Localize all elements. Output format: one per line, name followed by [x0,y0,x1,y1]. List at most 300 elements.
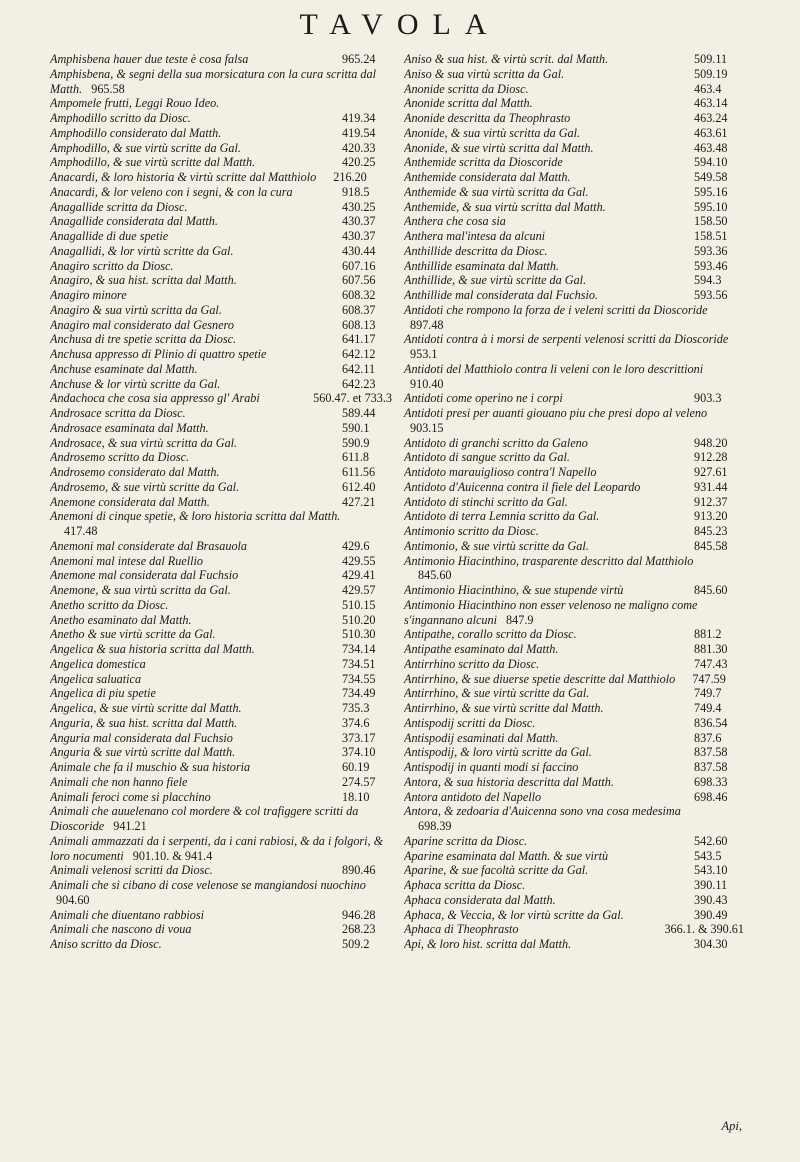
index-entry [404,686,744,701]
entry-text: Antirrhino, & sue virtù scritte dal Matth. [404,701,604,715]
entry-reference: 641.17 [342,332,376,347]
entry-text: Androsemo, & sue virtù scritte da Gal. [50,479,240,494]
index-entry [50,495,392,510]
index-entry [50,863,392,878]
entry-text: Anguria & sue virtù scritte dal Matth. [50,745,236,760]
index-entry [50,347,392,362]
entry-text: Androsace scritta da Diosc. [50,406,186,420]
entry-text: Antidoto di terra Lemnia scritto da Gal. [404,509,600,524]
entry-text: Animali velenosi scritti da Diosc. [50,863,213,878]
index-entry [404,790,744,805]
entry-text: Anthillide esaminata dal Matth. [404,258,560,273]
index-entry [404,642,744,657]
catchword: Api, [721,1119,742,1133]
index-entry [50,701,392,716]
entry-text: Antipathe, corallo scritto da Diosc. [404,627,577,642]
index-entry [50,391,392,406]
entry-reference: 390.43 [694,892,728,907]
index-entry [50,303,392,318]
index-entry [404,273,744,288]
entry-text: Antidoto di granchi scritto da Galeno [404,435,588,450]
entry-text: Aphaca scritta da Diosc. [404,878,526,892]
entry-reference: 430.37 [342,214,376,229]
entry-text: Aniso & sua virtù scritta da Gal. [404,66,565,81]
entry-reference: 608.37 [342,302,376,317]
index-entry [50,465,392,480]
index-entry [50,141,392,156]
entry-reference: 366.1. & 390.61 [664,922,744,937]
entry-reference: 420.25 [342,155,376,170]
entry-text: Aparine, & sue facoltà scritte da Gal. [404,863,589,878]
index-entry [404,745,744,760]
entry-text: Anchusa di tre spetie scritta da Diosc. [50,332,237,347]
entry-text: Androsace esaminata dal Matth. [50,420,209,435]
entry-reference: 749.7 [694,686,722,701]
entry-text: Anguria mal considerata dal Fuchsio [50,730,233,745]
entry-reference: 417.48 [64,524,98,538]
entry-text: Antispodij esaminati dal Matth. [404,730,559,745]
entry-reference: 595.16 [694,184,728,199]
entry-reference: 510.30 [342,627,376,642]
entry-reference: 18.10 [342,789,370,804]
entry-reference: 747.59 [692,671,726,686]
entry-reference: 845.60 [418,568,452,583]
entry-reference: 953.1 [410,347,438,361]
entry-text: Antispodij in quanti modi si faccino [404,760,579,774]
entry-text: Anthillide descritta da Diosc. [404,243,548,258]
index-entry [404,849,744,864]
index-entry [404,893,744,908]
index-entry [50,790,392,805]
index-entry [404,480,744,495]
entry-text: Aniso & sua hist. & virtù scrit. dal Matth. [404,52,609,66]
entry-text: Antidoti del Matthiolo contra li veleni con le loro descrittioni [404,361,704,376]
index-entry [50,200,392,215]
entry-reference: 429.55 [342,553,376,568]
entry-reference: 734.49 [342,686,376,701]
entry-reference: 903.3 [694,391,722,406]
index-entry [50,111,392,126]
entry-text: Amphisbena hauer due teste è cosa falsa [50,52,249,66]
entry-text: Anagiro scritto da Diosc. [50,258,174,273]
index-entry [404,303,744,333]
index-entry [404,775,744,790]
entry-text: Antidoto di sangue scritto da Gal. [404,450,570,465]
entry-text: Aphaca di Theophrasto [404,922,519,937]
entry-text: Amphodillo, & sue virtù scritte dal Matth. [50,155,256,170]
entry-text: Anchusa appresso di Plinio di quattro spetie [50,347,267,361]
entry-text: Aphaca, & Veccia, & lor virtù scritte da Gal. [404,907,624,922]
entry-reference: 897.48 [410,317,444,332]
entry-text: Anthemide considerata dal Matth. [404,170,571,184]
entry-text: Anonide scritta dal Matth. [404,96,533,111]
index-entry [50,598,392,613]
index-entry [404,141,744,156]
index-entry [404,804,744,834]
entry-reference: 390.11 [694,878,728,892]
entry-reference: 420.33 [342,140,376,155]
entry-reference: 543.10 [694,863,728,878]
entry-text: Angelica di piu spetie [50,686,156,701]
entry-reference: 607.56 [342,273,376,288]
index-entry [404,908,744,923]
entry-text: Anemoni mal intese dal Ruellio [50,553,203,568]
index-entry [404,716,744,731]
index-entry [50,318,392,333]
entry-reference: 390.49 [694,907,728,922]
entry-text: Anetho & sue virtù scritte da Gal. [50,627,216,642]
index-entry [50,214,392,229]
index-entry [404,509,744,524]
entry-reference: 910.40 [410,376,444,391]
index-entry [404,937,744,952]
index-entry [50,229,392,244]
entry-reference: 594.10 [694,155,728,170]
entry-reference: 847.9 [506,612,534,627]
entry-reference: 463.48 [694,140,728,155]
entry-text: Animali che nascono di voua [50,922,192,937]
entry-text: Anthemide & sua virtù scritta da Gal. [404,184,589,199]
entry-text: Antimonio, & sue virtù scritte da Gal. [404,538,589,553]
entry-text: Anagiro mal considerato dal Gesnero [50,317,234,332]
entry-text: Animali che si cibano di cose velenose se mangiandosi nuochino [50,878,366,892]
entry-reference: 735.3 [342,701,370,715]
index-entry [50,52,392,67]
index-entry [404,495,744,510]
entry-text: Anagiro minore [50,288,127,302]
entry-reference: 429.41 [342,568,376,583]
entry-reference: 419.54 [342,125,376,140]
index-entry [404,170,744,185]
index-entry [404,82,744,97]
entry-text: Antora, & sua historia descritta dal Matth. [404,774,614,789]
entry-text: Animali che non hanno fiele [50,774,188,789]
index-entry [404,598,744,628]
entry-reference: 509.11 [694,52,728,66]
entry-text: Antora antidoto del Napello [404,789,542,804]
entry-reference: 747.43 [694,656,728,671]
entry-text: Anemone, & sua virtù scritta da Gal. [50,583,231,597]
index-entry [404,362,744,392]
index-entry [50,775,392,790]
index-entry [404,450,744,465]
index-entry [50,834,392,864]
entry-text: Antirrhino scritto da Diosc. [404,656,540,671]
entry-text: Aphaca considerata dal Matth. [404,892,556,907]
entry-text: Antimonio Hiacinthino, & sue stupende virtù [404,583,624,597]
index-entry [50,96,392,111]
entry-reference: 374.10 [342,745,376,760]
entry-reference: 881.30 [694,642,728,656]
index-entry [404,185,744,200]
entry-reference: 845.23 [694,524,728,538]
entry-reference: 274.57 [342,774,376,789]
index-entry [50,155,392,170]
index-entry [404,155,744,170]
entry-text: Andachoca che cosa sia appresso gl' Arabi [50,391,260,406]
index-entry [50,686,392,701]
index-entry [50,583,392,598]
entry-reference: 549.58 [694,170,728,184]
entry-text: Antidoto d'Auicenna contra il fiele del Leopardo [404,479,641,494]
entry-text: Anacardi, & loro historia & virtù scritte dal Matthiolo [50,170,317,184]
index-entry [50,922,392,937]
entry-text: Aparine scritta da Diosc. [404,833,528,848]
index-entry [404,126,744,141]
entry-reference: 216.20 [333,170,367,184]
entry-reference: 912.37 [694,494,728,509]
index-entry [404,244,744,259]
entry-reference: 374.6 [342,715,370,730]
entry-reference: 642.23 [342,376,376,391]
entry-text: Antidoti come operino ne i corpi [404,391,563,406]
entry-text: Antora, & zedoaria d'Auicenna sono vna cosa medesima [404,804,681,819]
entry-reference: 904.60 [56,892,90,907]
entry-reference: 509.2 [342,937,370,951]
entry-reference: 593.56 [694,288,728,302]
index-entry [404,332,744,362]
index-entry [50,613,392,628]
entry-reference: 611.8 [342,450,369,465]
entry-reference: 611.56 [342,465,376,479]
entry-text: Animali feroci come si placchino [50,789,211,804]
entry-text: Anacardi, & lor veleno con i segni, & con la cura [50,184,293,199]
entry-reference: 918.5 [342,184,370,199]
index-column-left [50,52,392,952]
entry-text: Anthillide mal considerata dal Fuchsio. [404,288,598,302]
entry-text: Anthemide, & sua virtù scritta dal Matth. [404,199,606,214]
entry-text: Anagallide considerata dal Matth. [50,214,218,229]
entry-reference: 429.6 [342,538,370,553]
index-entry [50,716,392,731]
entry-text: Antirrhino, & sue diuerse spetie descritte dal Matthiolo [404,671,676,686]
entry-reference: 542.60 [694,833,728,848]
entry-text: Anonide, & sua virtù scritta da Gal. [404,125,581,140]
index-entry [50,170,392,185]
entry-text: Animali che auuelenano col mordere & col trafiggere scritti da Dioscoride [50,804,359,833]
index-entry [404,259,744,274]
entry-text: Antispodij scritti da Diosc. [404,715,536,730]
entry-reference: 734.51 [342,656,376,671]
index-entry [50,244,392,259]
entry-reference: 543.5 [694,848,722,863]
entry-reference: 927.61 [694,465,728,479]
index-entry [50,804,392,834]
entry-text: Anetho esaminato dal Matth. [50,612,192,627]
entry-reference: 590.1 [342,420,370,435]
entry-reference: 463.4 [694,81,722,96]
entry-reference: 912.28 [694,450,728,465]
entry-reference: 845.60 [694,583,728,597]
entry-reference: 463.61 [694,125,728,140]
entry-text: Antimonio Hiacinthino, trasparente descritto dal Matthiolo [404,553,694,568]
entry-text: Angelica domestica [50,656,146,671]
entry-reference: 419.34 [342,111,376,125]
entry-reference: 965.24 [342,52,376,66]
entry-reference: 593.46 [694,258,728,273]
entry-text: Animali ammazzati da i serpenti, da i cani rabiosi, & da i folgori, & loro nocumenti [50,833,384,863]
index-entry [50,406,392,421]
index-entry [404,111,744,126]
entry-reference: 429.57 [342,583,376,597]
index-entry [50,627,392,642]
entry-text: Anthera mal'intesa da alcuni [404,229,546,243]
entry-text: Anemone considerata dal Matth. [50,494,210,509]
index-entry [50,657,392,672]
entry-text: Antirrhino, & sue virtù scritte da Gal. [404,686,590,701]
index-entry [50,878,392,908]
entry-reference: 837.6 [694,730,722,745]
entry-reference: 430.44 [342,243,376,258]
entry-text: Antimonio scritto da Diosc. [404,524,539,538]
entry-text: Anagallide scritta da Diosc. [50,199,188,214]
entry-reference: 607.16 [342,258,376,273]
entry-text: Antimonio Hiacinthino non esser velenoso ne maligno come s'ingannano alcuni [404,597,698,627]
entry-reference: 642.11 [342,361,376,376]
index-entry [50,421,392,436]
entry-reference: 698.39 [418,819,452,833]
entry-reference: 589.44 [342,406,376,420]
index-entry [50,509,392,539]
entry-text: Animali che diuentano rabbiosi [50,907,205,922]
index-entry [50,377,392,392]
entry-text: Animale che fa il muschio & sua historia [50,760,251,774]
entry-text: Antidoto marauiglioso contra'l Napello [404,465,597,479]
index-entry [404,834,744,849]
index-entry [404,288,744,303]
entry-reference: 881.2 [694,627,722,642]
entry-text: Anonide, & sue virtù scritta dal Matth. [404,140,594,155]
entry-reference: 698.46 [694,789,728,804]
entry-text: Angelica, & sue virtù scritte dal Matth. [50,701,242,715]
entry-text: Anonide descritta da Theophrasto [404,111,571,125]
entry-text: Androsemo considerato dal Matth. [50,465,220,479]
entry-text: Antidoto di stinchi scritto da Gal. [404,494,568,509]
entry-reference: 593.36 [694,243,728,258]
index-entry [404,627,744,642]
entry-reference: 60.19 [342,760,370,774]
index-entry [404,96,744,111]
index-entry [50,937,392,952]
entry-reference: 268.23 [342,922,376,937]
entry-text: Androsemo scritto da Diosc. [50,450,190,465]
index-entry [50,362,392,377]
entry-reference: 931.44 [694,479,728,494]
entry-text: Angelica & sua historia scritta dal Matth. [50,642,255,656]
entry-reference: 594.3 [694,273,722,288]
entry-text: Antidoti presi per auanti giouano piu che presi dopo al veleno [404,406,708,420]
entry-reference: 734.14 [342,642,376,656]
index-entry [404,229,744,244]
entry-text: Anthillide, & sue virtù scritte da Gal. [404,273,587,288]
entry-reference: 612.40 [342,479,376,494]
index-entry [50,67,392,97]
entry-reference: 642.12 [342,347,376,361]
entry-reference: 901.10. & 941.4 [132,848,213,863]
entry-text: Anchuse esaminate dal Matth. [50,361,198,376]
entry-text: Anetho scritto da Diosc. [50,597,169,612]
entry-reference: 734.55 [342,671,376,686]
index-column-right [404,52,744,952]
entry-reference: 965.58 [91,81,125,96]
index-entry [50,539,392,554]
entry-reference: 158.50 [694,214,728,229]
entry-text: Aparine esaminata dal Matth. & sue virtù [404,848,609,863]
entry-text: Anonide scritta da Diosc. [404,81,529,96]
index-entry [404,731,744,746]
entry-text: Antidoti che rompono la forza de i veleni scritti da Dioscoride [404,302,708,317]
entry-reference: 749.4 [694,701,722,715]
entry-text: Aniso scritto da Diosc. [50,937,162,951]
index-entry [50,908,392,923]
index-entry [50,760,392,775]
index-entry [50,642,392,657]
entry-reference: 430.25 [342,199,376,214]
index-entry [404,863,744,878]
entry-reference: 608.32 [342,288,376,302]
entry-text: Anthera che cosa sia [404,214,506,229]
index-entry [404,200,744,215]
entry-reference: 836.54 [694,715,728,730]
entry-reference: 430.37 [342,229,376,243]
entry-text: Anagiro, & sua hist. scritta dal Matth. [50,273,237,288]
entry-reference: 560.47. et 733.3 [313,391,392,406]
entry-reference: 510.15 [342,597,376,612]
entry-text: Anchuse & lor virtù scritte da Gal. [50,376,221,391]
entry-text: Anemone mal considerata dal Fuchsio [50,568,239,583]
entry-reference: 463.14 [694,96,728,111]
entry-reference: 845.58 [694,538,728,553]
index-entry [50,273,392,288]
index-entry [404,760,744,775]
entry-reference: 304.30 [694,937,728,951]
index-entry [404,878,744,893]
entry-text: Api, & loro hist. scritta dal Matth. [404,937,572,951]
entry-reference: 698.33 [694,774,728,789]
index-entry [50,259,392,274]
entry-reference: 946.28 [342,907,376,922]
entry-text: Antispodij, & loro virtù scritte da Gal. [404,745,592,760]
entry-text: Anagiro & sua virtù scritta da Gal. [50,302,222,317]
entry-text: Anagallidi, & lor virtù scritte da Gal. [50,243,234,258]
index-entry [50,185,392,200]
index-entry [404,672,744,687]
entry-text: Androsace, & sua virtù scritta da Gal. [50,435,238,450]
index-entry [50,332,392,347]
entry-reference: 608.13 [342,317,376,332]
entry-reference: 510.20 [342,612,376,627]
entry-reference: 948.20 [694,435,728,450]
entry-text: Anemoni di cinque spetie, & loro historia scritta dal Matth. [50,509,341,524]
index-entry [404,436,744,451]
index-entry [50,745,392,760]
index-entry [404,554,744,584]
entry-text: Anemoni mal considerate dal Brasauola [50,538,248,553]
entry-text: Amphodillo, & sue virtù scritte da Gal. [50,140,241,155]
index-entry [404,67,744,82]
index-entry [404,539,744,554]
entry-text: Ampomele frutti, Leggi Rouo Ideo. [50,96,220,111]
entry-text: Amphisbena, & segni della sua morsicatura con la cura scritta dal Matth. [50,66,376,96]
entry-reference: 941.21 [113,819,147,833]
entry-reference: 913.20 [694,509,728,524]
entry-text: Antipathe esaminato dal Matth. [404,642,559,656]
index-entry [404,524,744,539]
entry-reference: 463.24 [694,111,728,125]
index-entry [50,731,392,746]
index-entry [50,568,392,583]
index-entry [404,52,744,67]
